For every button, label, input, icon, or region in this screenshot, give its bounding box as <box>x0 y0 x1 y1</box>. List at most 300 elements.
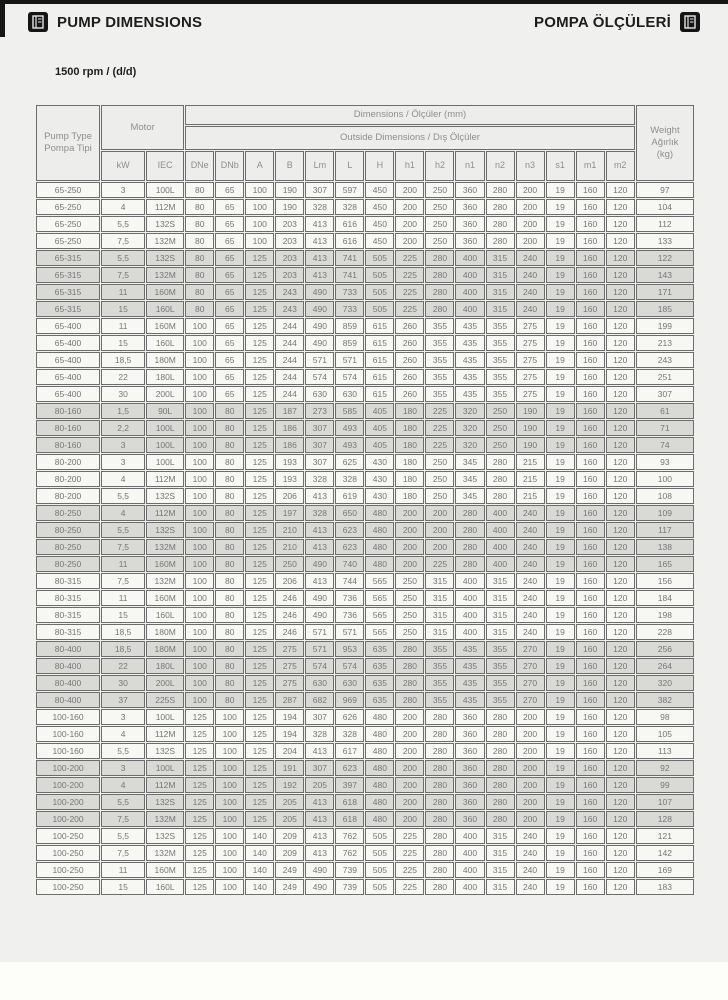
pump-type-cell: 100-160 <box>36 726 100 742</box>
dim-cell: 435 <box>455 658 484 674</box>
dim-cell: 626 <box>335 709 364 725</box>
dim-cell: 597 <box>335 182 364 198</box>
dim-cell: 160 <box>576 403 605 419</box>
dim-cell: 618 <box>335 811 364 827</box>
pump-type-cell: 80-160 <box>36 420 100 436</box>
dim-cell: 275 <box>516 386 545 402</box>
kw-cell: 7,5 <box>101 845 145 861</box>
dim-cell: 480 <box>365 760 394 776</box>
dim-cell: 413 <box>305 845 334 861</box>
dim-cell: 405 <box>365 420 394 436</box>
dim-cell: 125 <box>245 573 274 589</box>
weight-cell: 143 <box>636 267 694 283</box>
dim-cell: 160 <box>576 420 605 436</box>
dim-cell: 736 <box>335 590 364 606</box>
dim-cell: 400 <box>486 505 515 521</box>
dim-cell: 355 <box>486 386 515 402</box>
dim-cell: 180 <box>395 437 424 453</box>
dim-cell: 125 <box>245 556 274 572</box>
dim-cell: 355 <box>486 658 515 674</box>
dim-cell: 100 <box>185 318 214 334</box>
dim-cell: 328 <box>335 726 364 742</box>
dim-cell: 120 <box>606 182 635 198</box>
kw-cell: 18,5 <box>101 641 145 657</box>
dim-cell: 19 <box>546 420 575 436</box>
dim-cell: 480 <box>365 777 394 793</box>
dim-cell: 125 <box>185 743 214 759</box>
dim-cell: 19 <box>546 454 575 470</box>
dim-cell: 280 <box>486 811 515 827</box>
dim-cell: 200 <box>395 539 424 555</box>
pump-type-cell: 80-315 <box>36 590 100 606</box>
dim-cell: 355 <box>486 318 515 334</box>
dim-cell: 490 <box>305 879 334 895</box>
dim-cell: 505 <box>365 284 394 300</box>
dim-cell: 100 <box>215 845 244 861</box>
dim-cell: 125 <box>245 471 274 487</box>
table-row <box>36 658 694 674</box>
iec-cell: 132M <box>146 845 184 861</box>
kw-cell: 4 <box>101 777 145 793</box>
dim-cell: 120 <box>606 845 635 861</box>
dim-cell: 209 <box>275 845 304 861</box>
iec-cell: 160L <box>146 879 184 895</box>
dim-cell: 215 <box>516 454 545 470</box>
dim-cell: 80 <box>215 505 244 521</box>
kw-cell: 5,5 <box>101 828 145 844</box>
dim-cell: 280 <box>395 641 424 657</box>
dim-cell: 19 <box>546 437 575 453</box>
dim-cell: 400 <box>455 301 484 317</box>
iec-cell: 180M <box>146 352 184 368</box>
dim-cell: 571 <box>305 641 334 657</box>
dim-cell: 186 <box>275 420 304 436</box>
pump-type-cell: 100-250 <box>36 845 100 861</box>
dim-cell: 280 <box>486 777 515 793</box>
dim-cell: 160 <box>576 301 605 317</box>
iec-cell: 132M <box>146 233 184 249</box>
dim-cell: 65 <box>215 216 244 232</box>
dim-cell: 320 <box>455 420 484 436</box>
dim-cell: 80 <box>215 488 244 504</box>
dim-cell: 571 <box>305 352 334 368</box>
page-title-en: PUMP DIMENSIONS <box>57 13 203 31</box>
dim-cell: 100 <box>185 403 214 419</box>
weight-cell: 307 <box>636 386 694 402</box>
dim-cell: 280 <box>425 777 454 793</box>
iec-cell: 180L <box>146 658 184 674</box>
table-row <box>36 182 694 198</box>
dim-cell: 345 <box>455 471 484 487</box>
dim-cell: 120 <box>606 199 635 215</box>
dim-cell: 200 <box>395 709 424 725</box>
col-header-n1: n1 <box>455 151 484 181</box>
col-header-dne: DNe <box>185 151 214 181</box>
table-row <box>36 709 694 725</box>
dim-cell: 120 <box>606 471 635 487</box>
dim-cell: 315 <box>486 624 515 640</box>
dim-cell: 120 <box>606 216 635 232</box>
dim-cell: 180 <box>395 471 424 487</box>
dim-cell: 400 <box>486 539 515 555</box>
iec-cell: 160M <box>146 284 184 300</box>
dim-cell: 100 <box>215 709 244 725</box>
dim-cell: 505 <box>365 828 394 844</box>
dim-cell: 160 <box>576 828 605 844</box>
dim-cell: 400 <box>455 624 484 640</box>
dim-cell: 120 <box>606 709 635 725</box>
dim-cell: 120 <box>606 641 635 657</box>
dim-cell: 100 <box>245 199 274 215</box>
table-row <box>36 403 694 419</box>
table-row <box>36 828 694 844</box>
dim-cell: 125 <box>245 590 274 606</box>
dim-cell: 160 <box>576 845 605 861</box>
dim-cell: 125 <box>245 301 274 317</box>
dim-cell: 250 <box>395 573 424 589</box>
table-row <box>36 743 694 759</box>
iec-cell: 112M <box>146 505 184 521</box>
dim-cell: 280 <box>486 471 515 487</box>
left-edge-bar <box>0 0 5 37</box>
dim-cell: 430 <box>365 471 394 487</box>
dim-cell: 615 <box>365 386 394 402</box>
pump-type-cell: 65-315 <box>36 267 100 283</box>
dim-cell: 200 <box>516 760 545 776</box>
dim-cell: 160 <box>576 811 605 827</box>
pump-type-header-tr: Pompa Tipi <box>44 143 92 154</box>
iec-cell: 160M <box>146 862 184 878</box>
page-title-tr: POMPA ÖLÇÜLERİ <box>534 13 671 31</box>
dim-cell: 741 <box>335 250 364 266</box>
dim-cell: 413 <box>305 743 334 759</box>
dim-cell: 200 <box>425 522 454 538</box>
table-row <box>36 539 694 555</box>
dim-cell: 275 <box>516 352 545 368</box>
dim-cell: 505 <box>365 267 394 283</box>
col-header-h2: h2 <box>425 151 454 181</box>
pump-type-cell: 65-400 <box>36 335 100 351</box>
dim-cell: 180 <box>395 403 424 419</box>
dim-cell: 400 <box>486 522 515 538</box>
dim-cell: 345 <box>455 454 484 470</box>
dim-cell: 280 <box>395 692 424 708</box>
dim-cell: 315 <box>486 301 515 317</box>
kw-cell: 11 <box>101 590 145 606</box>
table-row <box>36 862 694 878</box>
dim-cell: 80 <box>215 454 244 470</box>
dim-cell: 625 <box>335 454 364 470</box>
kw-cell: 7,5 <box>101 539 145 555</box>
dim-cell: 120 <box>606 794 635 810</box>
pump-type-cell: 80-250 <box>36 505 100 521</box>
dim-cell: 225 <box>425 403 454 419</box>
dim-cell: 125 <box>245 420 274 436</box>
dim-cell: 200 <box>395 522 424 538</box>
dim-cell: 280 <box>455 556 484 572</box>
kw-cell: 1,5 <box>101 403 145 419</box>
kw-cell: 7,5 <box>101 233 145 249</box>
dim-cell: 100 <box>185 522 214 538</box>
dim-cell: 225 <box>425 556 454 572</box>
weight-cell: 93 <box>636 454 694 470</box>
dim-cell: 203 <box>275 216 304 232</box>
dim-cell: 435 <box>455 352 484 368</box>
dim-cell: 733 <box>335 284 364 300</box>
table-row <box>36 318 694 334</box>
iec-cell: 200L <box>146 675 184 691</box>
dim-cell: 275 <box>275 641 304 657</box>
dim-cell: 240 <box>516 590 545 606</box>
dim-cell: 100 <box>215 862 244 878</box>
dim-cell: 65 <box>215 318 244 334</box>
dim-cell: 360 <box>455 794 484 810</box>
dim-cell: 100 <box>215 828 244 844</box>
dim-cell: 120 <box>606 335 635 351</box>
weight-cell: 142 <box>636 845 694 861</box>
dim-cell: 480 <box>365 709 394 725</box>
dim-cell: 280 <box>395 675 424 691</box>
dim-cell: 225 <box>395 828 424 844</box>
dim-cell: 100 <box>185 488 214 504</box>
dim-cell: 240 <box>516 607 545 623</box>
dim-cell: 413 <box>305 233 334 249</box>
dim-cell: 405 <box>365 403 394 419</box>
dim-cell: 19 <box>546 233 575 249</box>
dim-cell: 280 <box>486 760 515 776</box>
kw-cell: 4 <box>101 726 145 742</box>
dim-cell: 859 <box>335 335 364 351</box>
weight-cell: 243 <box>636 352 694 368</box>
dim-cell: 250 <box>486 437 515 453</box>
dim-cell: 120 <box>606 250 635 266</box>
iec-cell: 132M <box>146 539 184 555</box>
dim-cell: 125 <box>245 811 274 827</box>
dim-cell: 307 <box>305 437 334 453</box>
pump-type-cell: 80-315 <box>36 573 100 589</box>
dim-cell: 505 <box>365 845 394 861</box>
pump-type-cell: 80-400 <box>36 692 100 708</box>
dim-cell: 320 <box>455 437 484 453</box>
dim-cell: 191 <box>275 760 304 776</box>
table-row <box>36 760 694 776</box>
dim-cell: 205 <box>275 794 304 810</box>
page-header <box>28 10 700 34</box>
dim-cell: 360 <box>455 760 484 776</box>
table-row <box>36 488 694 504</box>
dim-cell: 360 <box>455 709 484 725</box>
pump-type-cell: 80-400 <box>36 675 100 691</box>
dim-cell: 160 <box>576 369 605 385</box>
dim-cell: 120 <box>606 879 635 895</box>
dim-cell: 280 <box>425 862 454 878</box>
dim-cell: 240 <box>516 539 545 555</box>
dim-cell: 225 <box>395 879 424 895</box>
dim-cell: 280 <box>425 726 454 742</box>
dim-cell: 315 <box>425 590 454 606</box>
dim-cell: 490 <box>305 556 334 572</box>
dim-cell: 450 <box>365 216 394 232</box>
kw-cell: 5,5 <box>101 488 145 504</box>
dim-cell: 273 <box>305 403 334 419</box>
dim-cell: 240 <box>516 879 545 895</box>
dim-cell: 125 <box>185 828 214 844</box>
table-row <box>36 573 694 589</box>
dim-cell: 160 <box>576 199 605 215</box>
dim-cell: 270 <box>516 641 545 657</box>
dim-cell: 19 <box>546 709 575 725</box>
dim-cell: 65 <box>215 352 244 368</box>
col-header-m2: m2 <box>606 151 635 181</box>
dim-cell: 969 <box>335 692 364 708</box>
dim-cell: 19 <box>546 777 575 793</box>
pump-type-cell: 65-250 <box>36 199 100 215</box>
dim-cell: 19 <box>546 556 575 572</box>
dim-cell: 160 <box>576 471 605 487</box>
dim-cell: 140 <box>245 828 274 844</box>
dim-cell: 733 <box>335 301 364 317</box>
pump-type-cell: 100-250 <box>36 828 100 844</box>
dim-cell: 249 <box>275 862 304 878</box>
dim-cell: 480 <box>365 743 394 759</box>
dim-cell: 200 <box>516 794 545 810</box>
pump-type-cell: 80-400 <box>36 641 100 657</box>
dim-cell: 490 <box>305 301 334 317</box>
dim-cell: 125 <box>245 335 274 351</box>
dim-cell: 65 <box>215 386 244 402</box>
dim-cell: 160 <box>576 556 605 572</box>
pump-type-cell: 65-250 <box>36 182 100 198</box>
dim-cell: 19 <box>546 658 575 674</box>
dim-cell: 80 <box>215 437 244 453</box>
dim-cell: 736 <box>335 607 364 623</box>
rpm-label: 1500 rpm / (d/d) <box>55 66 137 78</box>
dim-cell: 571 <box>335 352 364 368</box>
iec-cell: 112M <box>146 777 184 793</box>
dim-cell: 315 <box>486 267 515 283</box>
dim-cell: 80 <box>215 675 244 691</box>
pump-type-cell: 100-200 <box>36 811 100 827</box>
dim-cell: 280 <box>486 488 515 504</box>
dim-cell: 80 <box>185 182 214 198</box>
iec-cell: 100L <box>146 420 184 436</box>
dim-cell: 190 <box>516 420 545 436</box>
weight-cell: 156 <box>636 573 694 589</box>
dim-cell: 19 <box>546 760 575 776</box>
dim-cell: 120 <box>606 573 635 589</box>
table-row <box>36 199 694 215</box>
dim-cell: 19 <box>546 505 575 521</box>
dim-cell: 244 <box>275 318 304 334</box>
dim-cell: 125 <box>245 505 274 521</box>
dim-cell: 190 <box>516 437 545 453</box>
dim-cell: 180 <box>395 488 424 504</box>
dim-cell: 413 <box>305 811 334 827</box>
dim-cell: 19 <box>546 403 575 419</box>
dim-cell: 859 <box>335 318 364 334</box>
kw-cell: 3 <box>101 760 145 776</box>
dim-cell: 240 <box>516 250 545 266</box>
kw-cell: 4 <box>101 471 145 487</box>
kw-cell: 7,5 <box>101 267 145 283</box>
pump-type-cell: 100-250 <box>36 879 100 895</box>
table-row <box>36 335 694 351</box>
weight-cell: 171 <box>636 284 694 300</box>
dim-cell: 355 <box>425 318 454 334</box>
iec-cell: 132S <box>146 488 184 504</box>
dim-cell: 120 <box>606 488 635 504</box>
weight-cell: 107 <box>636 794 694 810</box>
dim-cell: 250 <box>275 556 304 572</box>
dim-cell: 307 <box>305 760 334 776</box>
dim-cell: 100 <box>185 454 214 470</box>
dim-cell: 315 <box>486 573 515 589</box>
dim-cell: 100 <box>185 352 214 368</box>
dim-cell: 280 <box>486 709 515 725</box>
dim-cell: 120 <box>606 590 635 606</box>
dim-cell: 100 <box>215 811 244 827</box>
dim-cell: 19 <box>546 318 575 334</box>
dim-cell: 405 <box>365 437 394 453</box>
dim-cell: 125 <box>185 862 214 878</box>
dim-cell: 160 <box>576 760 605 776</box>
table-row <box>36 369 694 385</box>
dim-cell: 250 <box>486 403 515 419</box>
table-row <box>36 420 694 436</box>
dim-cell: 204 <box>275 743 304 759</box>
dim-cell: 160 <box>576 233 605 249</box>
dim-cell: 19 <box>546 199 575 215</box>
dim-cell: 203 <box>275 250 304 266</box>
dim-cell: 355 <box>425 369 454 385</box>
kw-cell: 3 <box>101 709 145 725</box>
weight-cell: 128 <box>636 811 694 827</box>
pump-type-cell: 65-315 <box>36 250 100 266</box>
dim-cell: 435 <box>455 318 484 334</box>
dim-cell: 280 <box>455 539 484 555</box>
weight-cell: 121 <box>636 828 694 844</box>
dim-cell: 125 <box>245 777 274 793</box>
pump-type-cell: 65-400 <box>36 386 100 402</box>
dim-cell: 400 <box>455 879 484 895</box>
table-row <box>36 216 694 232</box>
dim-cell: 328 <box>335 199 364 215</box>
iec-cell: 100L <box>146 454 184 470</box>
dim-cell: 355 <box>425 641 454 657</box>
dim-cell: 19 <box>546 726 575 742</box>
dim-cell: 355 <box>486 692 515 708</box>
dim-cell: 120 <box>606 505 635 521</box>
iec-cell: 100L <box>146 760 184 776</box>
dim-cell: 125 <box>245 267 274 283</box>
dim-cell: 493 <box>335 420 364 436</box>
dim-cell: 360 <box>455 743 484 759</box>
dim-cell: 400 <box>455 590 484 606</box>
dim-cell: 160 <box>576 488 605 504</box>
dim-cell: 630 <box>335 386 364 402</box>
dim-cell: 209 <box>275 828 304 844</box>
dim-cell: 250 <box>425 233 454 249</box>
dim-cell: 741 <box>335 267 364 283</box>
dim-cell: 19 <box>546 522 575 538</box>
dim-cell: 160 <box>576 658 605 674</box>
dim-cell: 270 <box>516 658 545 674</box>
dim-cell: 200 <box>395 505 424 521</box>
iec-cell: 132S <box>146 828 184 844</box>
dim-cell: 240 <box>516 573 545 589</box>
dim-cell: 280 <box>425 845 454 861</box>
pump-type-cell: 65-400 <box>36 369 100 385</box>
